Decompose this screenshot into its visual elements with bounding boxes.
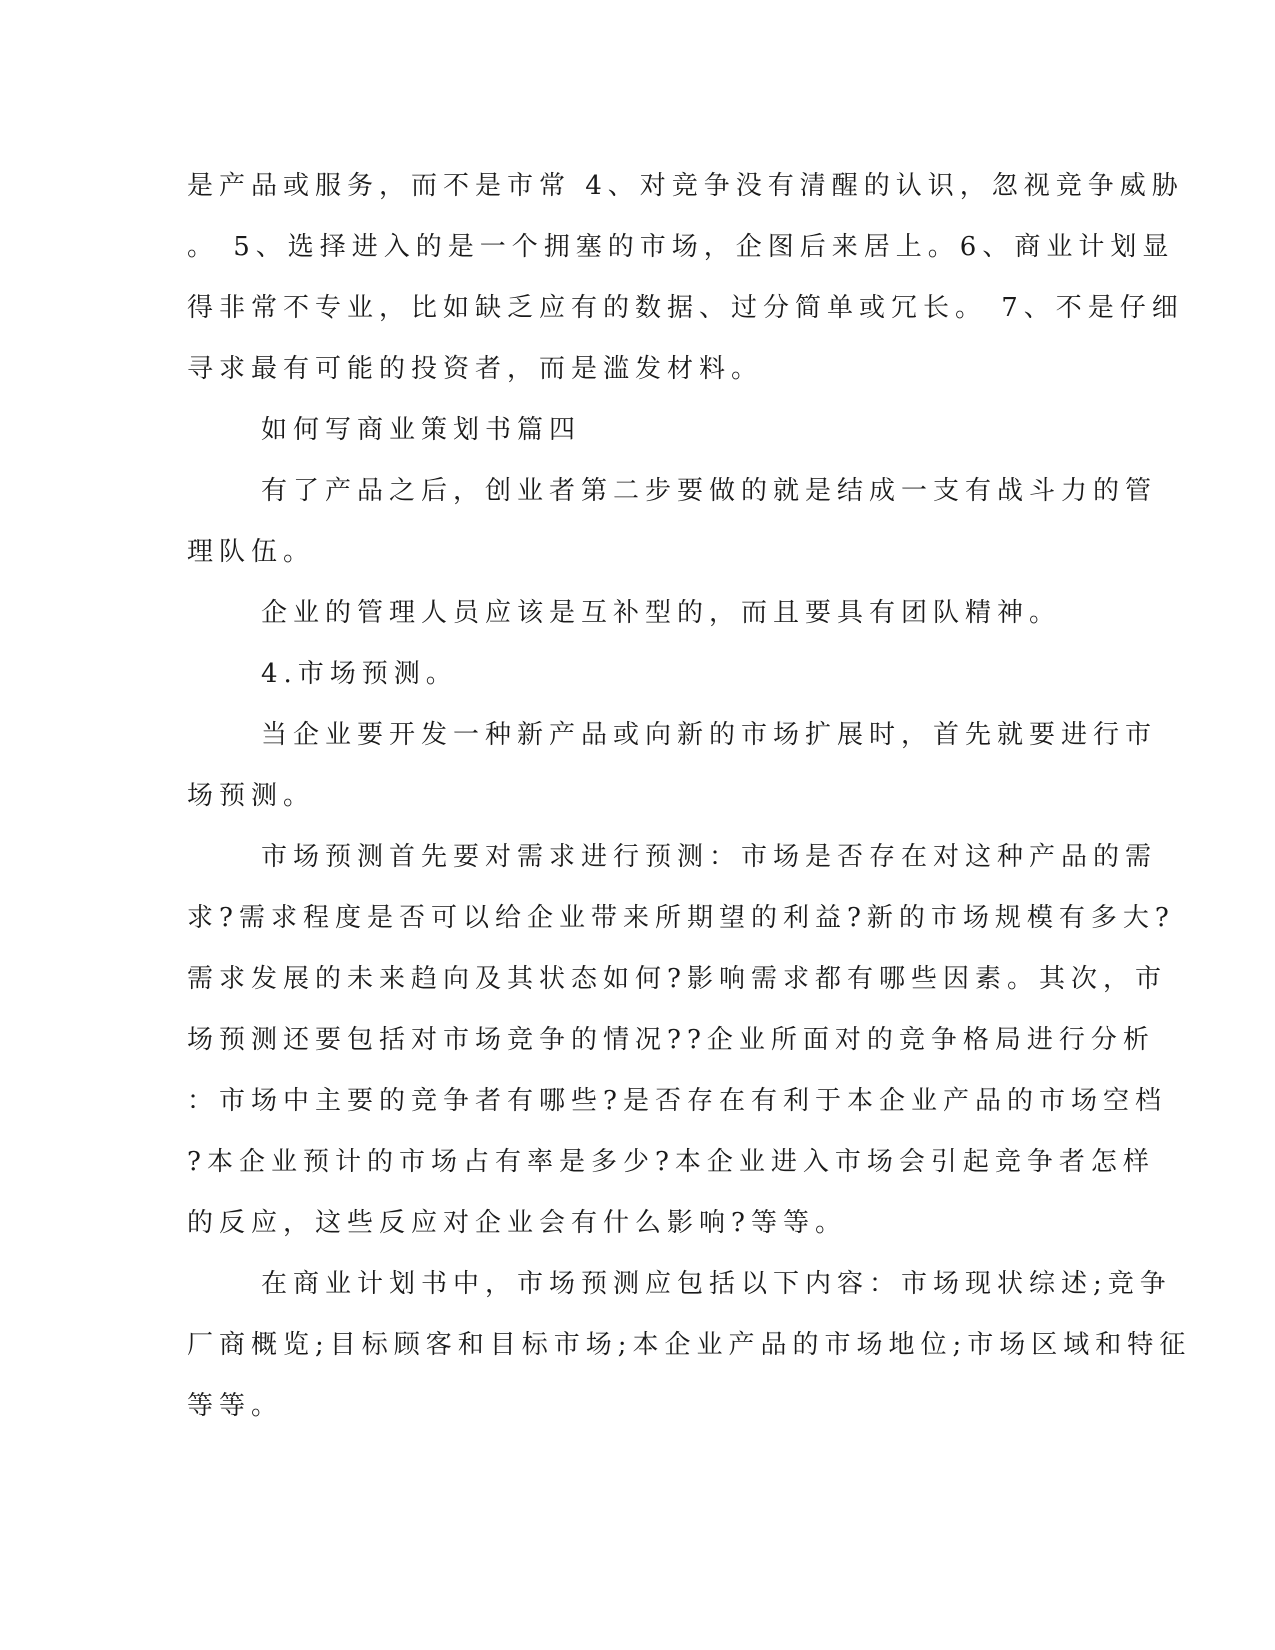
- text-line: ：市场中主要的竞争者有哪些?是否存在有利于本企业产品的市场空档: [187, 1086, 1167, 1116]
- text-line: 在商业计划书中，市场预测应包括以下内容：市场现状综述;竞争: [261, 1269, 1172, 1299]
- text-line: ?本企业预计的市场占有率是多少?本企业进入市场会引起竞争者怎样: [187, 1147, 1155, 1177]
- text-line: 需求发展的未来趋向及其状态如何?影响需求都有哪些因素。其次，市: [187, 964, 1167, 994]
- text-line: 场预测还要包括对市场竞争的情况??企业所面对的竞争格局进行分析: [187, 1025, 1155, 1055]
- text-line: 市场预测首先要对需求进行预测：市场是否存在对这种产品的需: [261, 842, 1158, 872]
- text-line: 是产品或服务，而不是市常 4、对竞争没有清醒的认识，忽视竞争威胁: [187, 171, 1184, 201]
- document-body: [187, 156, 1192, 1437]
- text-line: 得非常不专业，比如缺乏应有的数据、过分简单或冗长。 7、不是仔细: [187, 293, 1184, 323]
- text-line: 。 5、选择进入的是一个拥塞的市场，企图后来居上。6、商业计划显: [187, 232, 1175, 262]
- text-line: 的反应，这些反应对企业会有什么影响?等等。: [187, 1208, 847, 1238]
- text-line: 有了产品之后，创业者第二步要做的就是结成一支有战斗力的管: [261, 476, 1158, 506]
- text-line: 等等。: [187, 1391, 284, 1421]
- section-heading: 如何写商业策划书篇四: [261, 415, 582, 445]
- text-line: 企业的管理人员应该是互补型的，而且要具有团队精神。: [261, 598, 1062, 628]
- text-line: 寻求最有可能的投资者，而是滥发材料。: [187, 354, 764, 384]
- text-line: 理队伍。: [187, 537, 316, 567]
- text-line: 厂商概览;目标顾客和目标市场;本企业产品的市场地位;市场区域和特征: [187, 1330, 1192, 1360]
- text-line: 当企业要开发一种新产品或向新的市场扩展时，首先就要进行市: [261, 720, 1158, 750]
- text-line: 场预测。: [187, 781, 316, 811]
- subsection-heading: 4.市场预测。: [261, 659, 458, 689]
- text-line: 求?需求程度是否可以给企业带来所期望的利益?新的市场规模有多大?: [187, 903, 1175, 933]
